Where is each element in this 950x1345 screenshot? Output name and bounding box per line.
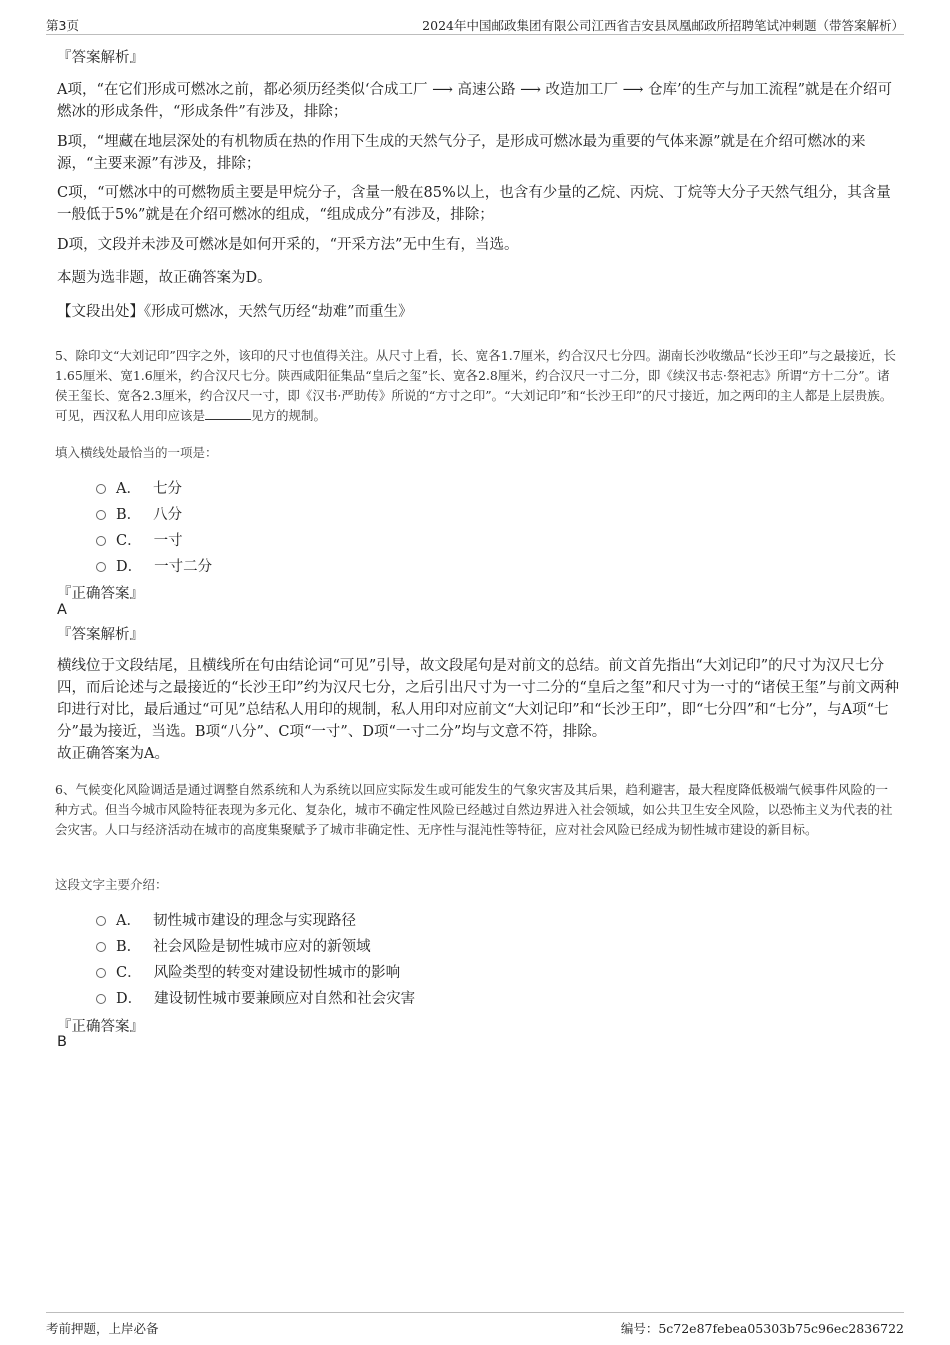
fill-blank xyxy=(205,407,251,420)
radio-icon[interactable] xyxy=(96,562,106,572)
q5-analysis: 横线位于文段结尾，且横线所在句由结论词“可见”引导，故文段尾句是对前文的总结。前文首先指出“大刘记印”的尺寸为汉尺七分四，而后论述与之最接近的“长沙王印”约为汉尺七分，之后引出尺寸为一寸二分的“皇后之玺”和尺寸为一寸的“诸侯王玺”与前文两种印进行对比，最后通过“可见”总结私人用印的规制，私人用印对应前文“大刘记印”和“长沙王印”，即“七分四”和“七分”，与A项“七分”最为接近，当选。B项“八分”、C项“一寸”、D项“一寸二分”均与文意不符，排除。 xyxy=(57,658,899,740)
q5-option-c[interactable]: C． 一寸 xyxy=(96,529,183,550)
radio-icon[interactable] xyxy=(96,916,106,926)
q6-option-c[interactable]: C． 风险类型的转变对建设韧性城市的影响 xyxy=(96,961,400,982)
q5-analysis-label: 『答案解析』 xyxy=(57,627,144,643)
q6-question-text: 6、气候变化风险调适是通过调整自然系统和人为系统以回应实际发生或可能发生的气象灾害及其后果，趋利避害，最大程度降低极端气候事件风险的一种方式。但当今城市风险特征表现为多元化、复杂化，城市不确定性风险已经越过自然边界进入社会领域，如公共卫生安全风险，以恐怖主义为代表的社会灾害。人口与经济活动在城市的高度集聚赋予了城市非确定性、无序性与混沌性等特征，应对社会风险已经成为韧性城市建设的新目标。 xyxy=(55,782,893,837)
radio-icon[interactable] xyxy=(96,484,106,494)
q4-source: 【文段出处】《形成可燃冰，天然气历经“劫难”而重生》 xyxy=(57,304,413,320)
document-title: 2024年中国邮政集团有限公司江西省吉安县凤凰邮政所招聘笔试冲刺题（带答案解析） xyxy=(422,18,904,33)
q4-analysis-c: C项，“可燃冰中的可燃物质主要是甲烷分子，含量一般在85%以上，也含有少量的乙烷、丙烷、丁烷等大分子天然气组分，其含量一般低于5%”就是在介绍可燃冰的组成，“组成成分”有涉及，排除； xyxy=(57,185,891,223)
radio-icon[interactable] xyxy=(96,968,106,978)
q5-option-a[interactable]: A． 七分 xyxy=(96,477,182,498)
radio-icon[interactable] xyxy=(96,536,106,546)
q6-answer-label: 『正确答案』 xyxy=(57,1019,144,1035)
page-header xyxy=(46,14,904,35)
q5-option-b[interactable]: B． 八分 xyxy=(96,503,182,524)
q4-analysis-d: D项，文段并未涉及可燃冰是如何开采的，“开采方法”无中生有，当选。 xyxy=(57,237,519,253)
q5-question-text: 5、除印文“大刘记印”四字之外，该印的尺寸也值得关注。从尺寸上看，长、宽各1.7厘米，约合汉尺七分四。湖南长沙收缴品“长沙王印”与之最接近，长1.65厘米、宽1.6厘米，约合汉尺七分。陕西咸阳征集品“皇后之玺”长、宽各2.8厘米，约合汉尺一寸二分，即《续汉书志·祭祀志》所谓“方十二分”。诸侯王玺长、宽各2.3厘米，约合汉尺一寸，即《汉书·严助传》所说的“方寸之印”。“大刘记印”和“长沙王印”的尺寸接近，加之两印的主人都是上层贵族。可见，西汉私人用印应该是 见方的规制。 xyxy=(55,348,896,423)
q6-option-b[interactable]: B． 社会风险是韧性城市应对的新领域 xyxy=(96,935,371,956)
q5-conclusion: 故正确答案为A。 xyxy=(57,746,169,762)
q4-analysis-a: A项，“在它们形成可燃冰之前，都必须历经类似‘合成工厂 ⟶ 高速公路 ⟶ 改造加工厂 ⟶ 仓库’的生产与加工流程”就是在介绍可燃冰的形成条件，“形成条件”有涉及，排除； xyxy=(57,82,893,120)
radio-icon[interactable] xyxy=(96,994,106,1004)
q5-answer: A xyxy=(57,602,67,618)
q5-option-d[interactable]: D． 一寸二分 xyxy=(96,555,212,576)
footer-slogan: 考前押题，上岸必备 xyxy=(46,1321,159,1336)
q5-answer-label: 『正确答案』 xyxy=(57,586,144,602)
q4-analysis-b: B项，“埋藏在地层深处的有机物质在热的作用下生成的天然气分子，是形成可燃冰最为重要的气体来源”就是在介绍可燃冰的来源，“主要来源”有涉及，排除； xyxy=(57,134,866,172)
document-id: 编号：5c72e87febea05303b75c96ec2836722 xyxy=(620,1321,904,1336)
q4-conclusion: 本题为选非题，故正确答案为D。 xyxy=(57,270,272,286)
page-footer xyxy=(46,1312,904,1339)
q6-answer: B xyxy=(57,1034,67,1050)
q6-prompt: 这段文字主要介绍： xyxy=(55,877,168,892)
q6-option-d[interactable]: D． 建设韧性城市要兼顾应对自然和社会灾害 xyxy=(96,987,415,1008)
radio-icon[interactable] xyxy=(96,510,106,520)
q6-option-a[interactable]: A． 韧性城市建设的理念与实现路径 xyxy=(96,909,356,930)
radio-icon[interactable] xyxy=(96,942,106,952)
q5-prompt: 填入横线处最恰当的一项是： xyxy=(55,445,218,460)
page-number: 第3页 xyxy=(46,18,79,33)
q4-analysis-label: 『答案解析』 xyxy=(57,50,144,66)
